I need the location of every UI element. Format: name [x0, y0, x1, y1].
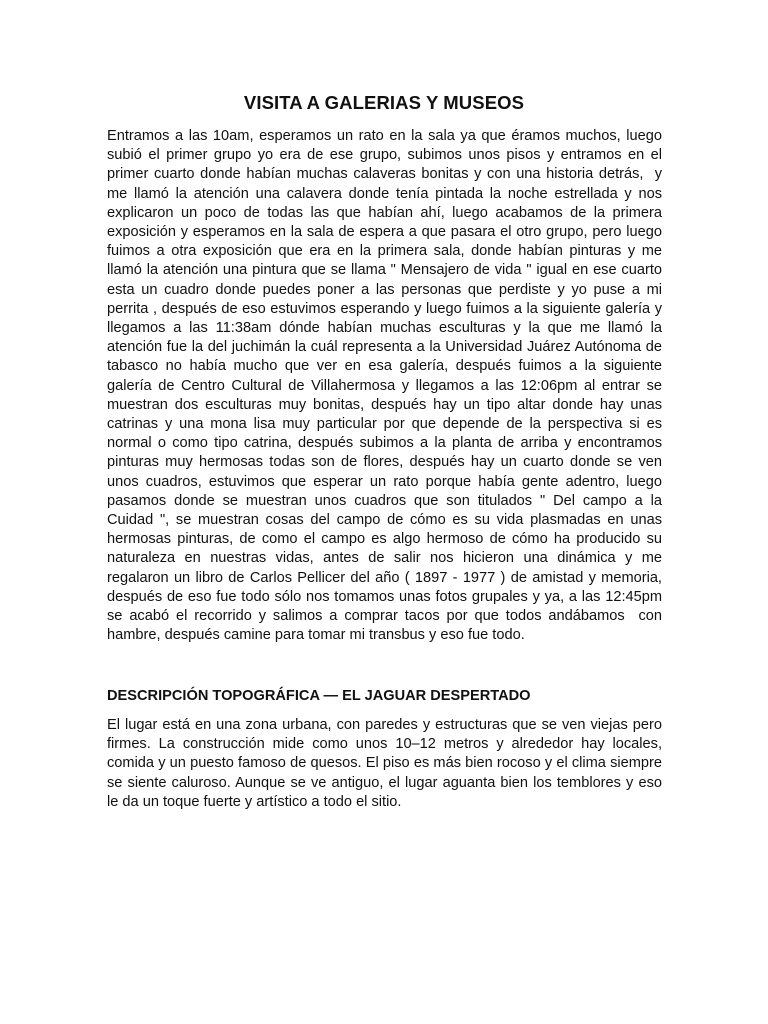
document-title: VISITA A GALERIAS Y MUSEOS: [243, 92, 525, 113]
section-subtitle: DESCRIPCIÓN TOPOGRÁFICA — EL JAGUAR DESPERTADO: [107, 688, 531, 704]
paragraph-visit: Entramos a las 10am, esperamos un rato en la sala ya que éramos muchos, luego subió el primer grupo yo era de ese grupo, subimos unos pisos y entramos en el primer cuarto donde habían muchas calaveras bonitas y con una historia detrás, y me llamó la atención una calavera donde tenía pintada la noche estrellada y nos explicaron un poco de todas las que habían ahí, luego acabamos de la primera exposición y esperamos en la sala de espera a que pasara el otro grupo, pero luego fuimos a otra exposición que era en la primera sala, donde habían pinturas y me llamó la atención una pintura que se llama " Mensajero de vida " igual en ese cuarto esta un cuadro donde puedes poner a las personas que perdiste y yo puse a mi perrita , después de eso estuvimos esperando y luego fuimos a la siguiente galería y llegamos a las 11:38am dónde habían muchas esculturas y la que me llamó la atención fue la del juchimán la cuál representa a la Universidad Juárez Autónoma de tabasco no había mucho que ver en esa galería, después fuimos a la siguiente galería de Centro Cultural de Villahermosa y llegamos a las 12:06pm al entrar se muestran dos esculturas muy bonitas, después hay un tipo altar donde hay unas catrinas y una mona lisa muy particular por que depende de la perspectiva si es normal o como tipo catrina, después subimos a la planta de arriba y encontramos pinturas muy hermosas todas son de flores, después hay un cuarto donde se ven unos cuadros, estuvimos que esperar un rato porque había gente adentro, luego pasamos donde se muestran unos cuadros que son titulados " Del campo a la Cuidad ", se muestran cosas del campo de cómo es su vida plasmadas en unas hermosas pinturas, de como el campo es algo hermoso de cómo ha producido su naturaleza en nuestras vidas, antes de salir nos hicieron una dinámica y me regalaron un libro de Carlos Pellicer del año ( 1897 - 1977 ) de amistad y memoria, después de eso fue todo sólo nos tomamos unas fotos grupales y ya, a las 12:45pm se acabó el recorrido y salimos a comprar tacos por que todos andábamos con hambre, después camine para tomar mi transbus y eso fue todo.: [107, 128, 667, 644]
paragraph-topographic-description: El lugar está en una zona urbana, con paredes y estructuras que se ven viejas pero firmes. La construcción mide como unos 10–12 metros y alrededor hay locales, comida y un puesto famoso de quesos. El piso es más bien rocoso y el clima siempre se siente caluroso. Aunque se ve antiguo, el lugar aguanta bien los temblores y eso le da un toque fuerte y artístico a todo el sitio.: [107, 717, 667, 810]
